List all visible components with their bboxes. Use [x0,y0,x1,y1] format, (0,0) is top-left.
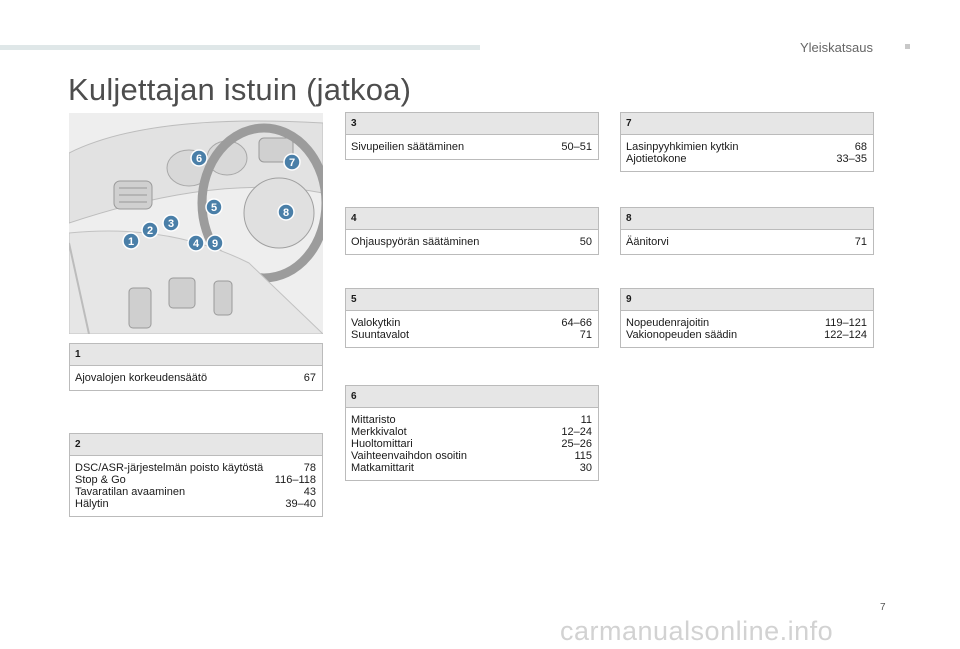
reference-row [75,474,316,486]
reference-pages: 33–35 [836,153,867,165]
box-body [621,135,873,171]
box-body [621,230,873,254]
box-number: 7 [621,113,873,135]
box-body [346,135,598,159]
reference-pages: 67 [303,372,316,384]
header-bar [0,45,480,50]
reference-pages: 68 [854,141,867,153]
box-body [70,366,322,390]
page-number: 7 [880,602,886,613]
reference-pages: 25–26 [561,438,592,450]
reference-row [626,317,867,329]
header-dot [905,44,910,49]
dashboard-illustration [69,113,323,334]
box-number: 2 [70,434,322,456]
reference-label: Nopeudenrajoitin [626,317,710,329]
reference-pages: 78 [303,462,316,474]
reference-row [75,462,316,474]
reference-pages: 39–40 [285,498,316,510]
callout-marker-1 [123,233,139,249]
marker-number: 1 [127,236,135,248]
reference-label: Huoltomittari [351,438,413,450]
callout-marker-2 [142,222,158,238]
callout-marker-4 [188,235,204,251]
marker-number: 6 [195,153,203,165]
reference-label: Ajotietokone [626,153,687,165]
info-box-6 [345,385,599,481]
reference-label: Merkkivalot [351,426,407,438]
reference-label: Suuntavalot [351,329,410,341]
reference-row [626,329,867,341]
info-box-5 [345,288,599,348]
info-box-1 [69,343,323,391]
marker-number: 9 [211,238,219,250]
box-number: 5 [346,289,598,311]
callout-marker-8 [278,204,294,220]
reference-label: Lasinpyyhkimien kytkin [626,141,739,153]
box-body [346,230,598,254]
reference-row [75,486,316,498]
reference-label: Valokytkin [351,317,401,329]
reference-label: Hälytin [75,498,109,510]
callout-marker-3 [163,215,179,231]
reference-row [75,372,316,384]
reference-pages: 119–121 [824,317,867,329]
callout-marker-5 [206,199,222,215]
reference-row [351,426,592,438]
page-title: Kuljettajan istuin (jatkoa) [68,72,412,107]
reference-label: Tavaratilan avaaminen [75,486,186,498]
box-number: 4 [346,208,598,230]
box-number: 9 [621,289,873,311]
reference-row [626,153,867,165]
reference-row [351,329,592,341]
section-title: Yleiskatsaus [800,40,873,55]
info-box-4 [345,207,599,255]
reference-pages: 11 [580,414,592,426]
callout-marker-7 [284,154,300,170]
marker-number: 2 [146,225,154,237]
reference-pages: 116–118 [274,474,316,486]
reference-label: DSC/ASR-järjestelmän poisto käytöstä [75,462,264,474]
info-box-9 [620,288,874,348]
reference-pages: 30 [579,462,592,474]
reference-label: Sivupeilien säätäminen [351,141,465,153]
reference-row [351,317,592,329]
info-box-2 [69,433,323,517]
reference-row [626,141,867,153]
info-box-7 [620,112,874,172]
reference-row [351,438,592,450]
reference-row [626,236,867,248]
reference-label: Matkamittarit [351,462,414,474]
callout-markers [69,113,323,334]
reference-label: Ajovalojen korkeudensäätö [75,372,208,384]
reference-pages: 122–124 [824,329,867,341]
reference-label: Vaihteenvaihdon osoitin [351,450,467,462]
reference-row [351,141,592,153]
reference-row [75,498,316,510]
box-number: 1 [70,344,322,366]
callout-marker-9 [207,235,223,251]
reference-label: Vakionopeuden säädin [626,329,738,341]
box-body [621,311,873,347]
box-number: 6 [346,386,598,408]
box-number: 3 [346,113,598,135]
box-body [70,456,322,516]
reference-pages: 64–66 [561,317,592,329]
box-body [346,311,598,347]
reference-row [351,462,592,474]
reference-pages: 43 [303,486,316,498]
reference-pages: 12–24 [561,426,592,438]
marker-number: 8 [282,207,290,219]
reference-pages: 50 [579,236,592,248]
marker-number: 5 [210,202,218,214]
reference-pages: 115 [574,450,592,462]
marker-number: 7 [288,157,296,169]
callout-marker-6 [191,150,207,166]
reference-label: Äänitorvi [626,236,669,248]
reference-row [351,414,592,426]
info-box-8 [620,207,874,255]
marker-number: 4 [192,238,200,250]
reference-label: Stop & Go [75,474,126,486]
box-body [346,408,598,480]
reference-pages: 71 [579,329,592,341]
reference-label: Mittaristo [351,414,396,426]
reference-label: Ohjauspyörän säätäminen [351,236,480,248]
info-box-3 [345,112,599,160]
reference-row [351,236,592,248]
watermark: carmanualsonline.info [560,616,834,646]
reference-row [351,450,592,462]
box-number: 8 [621,208,873,230]
marker-number: 3 [167,218,175,230]
reference-pages: 71 [854,236,867,248]
reference-pages: 50–51 [561,141,592,153]
